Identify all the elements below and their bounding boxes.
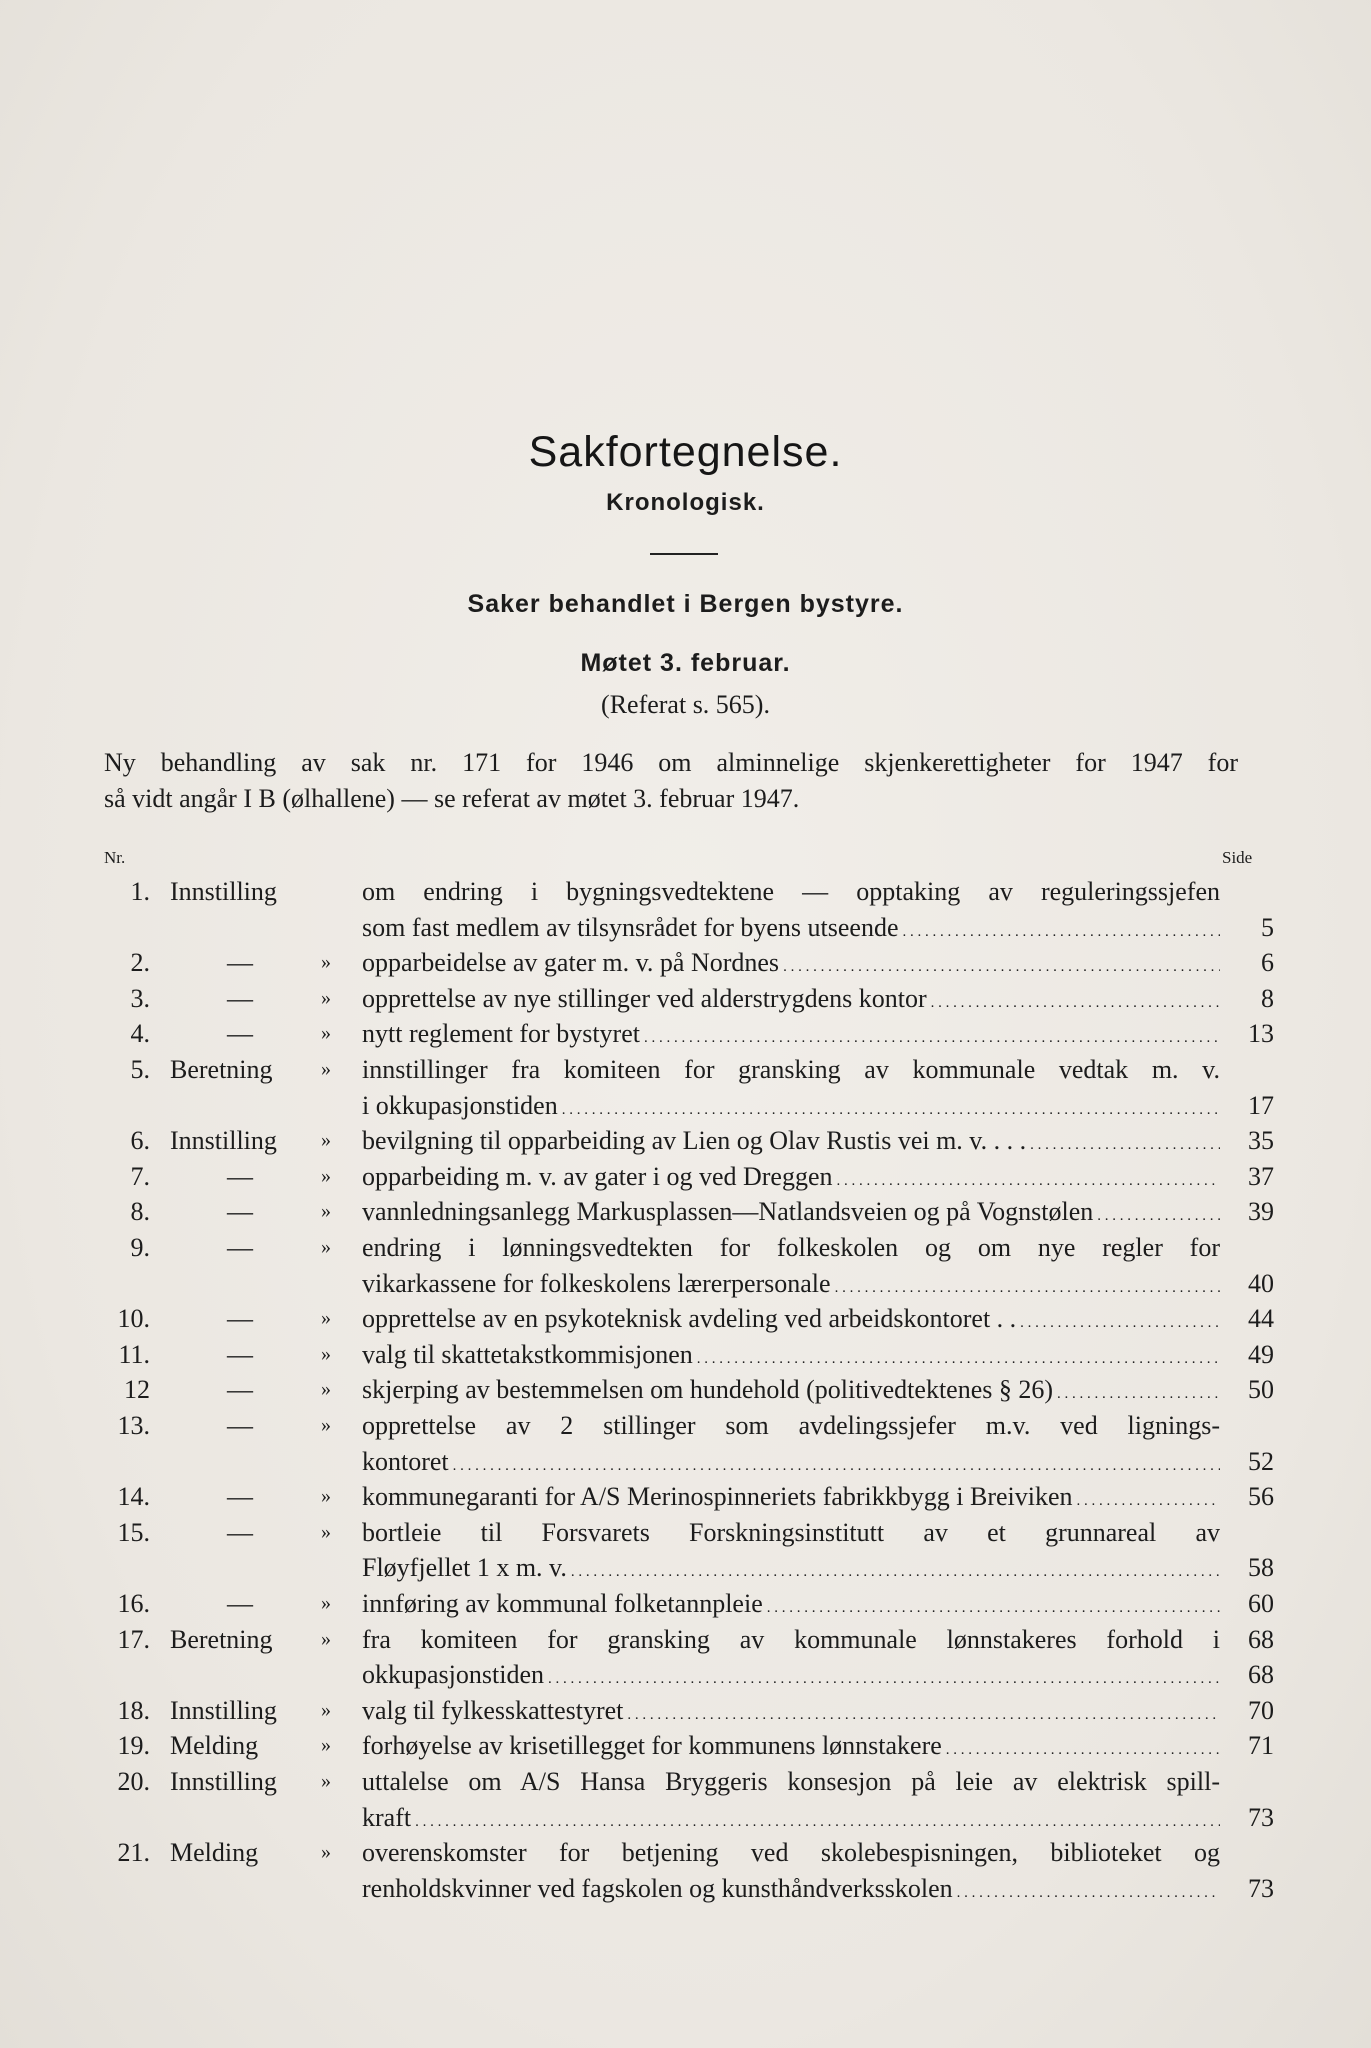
entry-number: 18. — [117, 1695, 150, 1725]
entry-type: Beretning — [170, 1055, 273, 1084]
entry-number: 16. — [117, 1589, 150, 1618]
ditto-mark: » — [321, 1520, 331, 1543]
entry-type-ditto: — — [227, 1375, 253, 1405]
entry-row — [0, 1515, 1371, 1550]
entry-page: 5 — [1261, 912, 1274, 942]
leader-dots — [627, 1693, 1220, 1733]
ditto-mark: » — [321, 1378, 331, 1401]
entry-row-continuation — [0, 1871, 1371, 1906]
entry-text-content: kraft — [362, 1802, 412, 1832]
entry-text-content: nytt reglement for bystyret — [362, 1019, 640, 1049]
entry-text: fra komiteen for gransking av kommunale lønnstakeres forhold i — [362, 1624, 1220, 1654]
entry-row — [0, 1728, 1371, 1763]
entry-number: 14. — [117, 1482, 150, 1512]
leader-dots — [1030, 1123, 1220, 1163]
ditto-mark: » — [321, 1022, 331, 1045]
entry-page: 13 — [1248, 1019, 1274, 1049]
entry-row — [0, 1479, 1371, 1514]
entry-text-content: vikarkassene for folkeskolens lærerpersonale — [362, 1268, 831, 1298]
entry-text: opprettelse av 2 stillinger som avdelingssjefer m.v. ved lignings- — [362, 1411, 1220, 1440]
entry-text — [362, 1088, 1220, 1128]
entry-number: 9. — [130, 1233, 150, 1262]
entry-number: 13. — [117, 1411, 150, 1440]
entry-text — [362, 1301, 1220, 1341]
leader-dots — [1077, 1479, 1220, 1519]
entry-text — [362, 910, 1220, 950]
entry-page: 73 — [1248, 1873, 1274, 1903]
entry-row — [0, 1764, 1371, 1799]
leader-dots — [957, 1871, 1220, 1911]
entry-page: 39 — [1248, 1197, 1274, 1227]
leader-dots — [571, 1550, 1220, 1590]
entry-number: 3. — [130, 983, 150, 1013]
entry-type-ditto: — — [227, 948, 253, 978]
entry-text-content: valg til fylkesskattestyret — [362, 1695, 624, 1725]
entry-number: 11. — [118, 1339, 150, 1369]
leader-dots — [1057, 1372, 1220, 1412]
entry-row — [0, 1408, 1371, 1443]
entry-type: Beretning — [170, 1624, 273, 1654]
entry-type: Innstilling — [170, 1767, 277, 1796]
ditto-mark: » — [321, 986, 331, 1009]
ditto-mark: » — [321, 1129, 331, 1152]
entry-text-content: opprettelse av nye stillinger ved alderstrygdens kontor — [362, 983, 927, 1013]
leader-dots — [415, 1800, 1220, 1840]
entry-type-ditto: — — [227, 1019, 253, 1049]
entry-text-content: kommunegaranti for A/S Merinospinneriets fabrikkbygg i Breiviken — [362, 1482, 1073, 1512]
leader-dots — [902, 910, 1220, 950]
entry-text — [362, 1337, 1220, 1377]
leader-dots — [837, 1159, 1220, 1199]
meeting-heading: Møtet 3. februar. — [580, 649, 791, 677]
entry-row-continuation — [0, 1266, 1371, 1301]
entry-text — [362, 981, 1220, 1021]
entry-type-ditto: — — [227, 1304, 253, 1334]
entry-page: 70 — [1248, 1695, 1274, 1725]
ditto-mark: » — [321, 1058, 331, 1080]
ditto-mark: » — [321, 1627, 331, 1650]
leader-dots — [1097, 1194, 1220, 1234]
entry-page: 68 — [1248, 1624, 1274, 1654]
entry-text — [362, 1693, 1220, 1733]
entry-number: 19. — [117, 1731, 150, 1761]
entry-type: Innstilling — [170, 1695, 277, 1725]
entry-page: 17 — [1248, 1090, 1274, 1120]
ditto-mark: » — [321, 1841, 331, 1864]
ditto-mark: » — [321, 1698, 331, 1721]
entry-row — [0, 1230, 1371, 1265]
ditto-mark: » — [321, 1592, 331, 1614]
entry-number: 4. — [130, 1019, 150, 1049]
leader-dots — [548, 1657, 1220, 1697]
entry-text-content: innføring av kommunal folketannpleie — [362, 1589, 763, 1618]
entry-text — [362, 1372, 1220, 1412]
entry-text — [362, 1871, 1220, 1911]
entry-row-continuation — [0, 1800, 1371, 1835]
entry-number: 12 — [124, 1375, 150, 1405]
leader-dots — [562, 1088, 1220, 1128]
entry-text — [362, 1444, 1220, 1484]
entry-page: 40 — [1248, 1268, 1274, 1298]
entry-row — [0, 1622, 1371, 1657]
entry-page: 6 — [1261, 948, 1274, 978]
entry-row — [0, 1835, 1371, 1870]
entry-number: 1. — [130, 877, 150, 906]
entry-text: endring i lønningsvedtekten for folkeskolen og om nye regler for — [362, 1233, 1220, 1262]
entry-text — [362, 1550, 1220, 1590]
entry-page: 68 — [1248, 1660, 1274, 1690]
entry-number: 2. — [130, 948, 150, 978]
leader-dots — [835, 1266, 1220, 1306]
entry-row-continuation — [0, 1550, 1371, 1585]
entry-number: 8. — [130, 1197, 150, 1227]
entry-row-continuation — [0, 1444, 1371, 1479]
entry-page: 71 — [1248, 1731, 1274, 1761]
entry-text — [362, 1016, 1220, 1056]
entry-number: 20. — [117, 1767, 150, 1796]
entry-page: 73 — [1248, 1802, 1274, 1832]
entry-text — [362, 1657, 1220, 1697]
entry-type: Innstilling — [170, 1126, 277, 1156]
entry-text: uttalelse om A/S Hansa Bryggeris konsesjon på leie av elektrisk spill- — [362, 1767, 1220, 1796]
entry-number: 10. — [117, 1304, 150, 1334]
entry-text: innstillinger fra komiteen for gransking av kommunale vedtak m. v. — [362, 1055, 1220, 1084]
entry-text — [362, 1728, 1220, 1768]
entry-page: 35 — [1248, 1126, 1274, 1156]
note-line-1: Ny behandling av sak nr. 171 for 1946 om alminnelige skjenkerettigheter for 1947 for — [104, 748, 1238, 777]
entry-page: 50 — [1248, 1375, 1274, 1405]
divider — [650, 553, 718, 555]
ditto-mark: » — [321, 1164, 331, 1187]
column-header-nr: Nr. — [104, 848, 126, 867]
entry-number: 6. — [130, 1126, 150, 1156]
entry-row — [0, 945, 1371, 980]
entry-text-content: i okkupasjonstiden — [362, 1090, 558, 1120]
entry-row-continuation — [0, 910, 1371, 945]
entry-row — [0, 1372, 1371, 1407]
entry-text — [362, 1123, 1220, 1163]
entry-type: Innstilling — [170, 877, 277, 906]
entry-page: 60 — [1248, 1589, 1274, 1618]
page-subtitle: Kronologisk. — [606, 489, 765, 516]
leader-dots — [453, 1444, 1220, 1484]
entry-text — [362, 1586, 1220, 1626]
entry-text-content: bevilgning til opparbeiding av Lien og Olav Rustis vei m. v. . . . — [362, 1126, 1027, 1156]
entry-row-continuation — [0, 1088, 1371, 1123]
entry-text-content: Fløyfjellet 1 x m. v. — [362, 1553, 567, 1583]
entry-row — [0, 1337, 1371, 1372]
entry-text: overenskomster for betjening ved skolebespisningen, biblioteket og — [362, 1838, 1220, 1868]
entry-type-ditto: — — [227, 1517, 253, 1547]
section-heading: Saker behandlet i Bergen bystyre. — [467, 590, 904, 618]
leader-dots — [783, 945, 1220, 985]
entry-text — [362, 945, 1220, 985]
entry-row — [0, 981, 1371, 1016]
entry-text — [362, 1800, 1220, 1840]
ditto-mark: » — [321, 1414, 331, 1436]
page-title: Sakfortegnelse. — [528, 428, 843, 476]
entry-text: bortleie til Forsvarets Forskningsinstitutt av et grunnareal av — [362, 1517, 1220, 1547]
entry-page: 56 — [1248, 1482, 1274, 1512]
leader-dots — [1020, 1301, 1220, 1341]
entry-text: om endring i bygningsvedtektene — opptaking av reguleringssjefen — [362, 877, 1220, 906]
entry-text — [362, 1266, 1220, 1306]
entry-row — [0, 1693, 1371, 1728]
entry-row — [0, 1159, 1371, 1194]
ditto-mark: » — [321, 1734, 331, 1757]
entry-text-content: vannledningsanlegg Markusplassen—Natlandsveien og på Vognstølen — [362, 1197, 1094, 1227]
entry-type-ditto: — — [227, 1411, 253, 1440]
leader-dots — [644, 1016, 1220, 1056]
entry-number: 5. — [130, 1055, 150, 1084]
entry-row — [0, 1123, 1371, 1158]
entry-text-content: renholdskvinner ved fagskolen og kunsthåndverksskolen — [362, 1873, 953, 1903]
entry-page: 49 — [1248, 1339, 1274, 1369]
entry-page: 37 — [1248, 1161, 1274, 1191]
leader-dots — [767, 1586, 1220, 1626]
entry-type: Melding — [170, 1838, 259, 1868]
note-line-2: så vidt angår I B (ølhallene) — se referat av møtet 3. februar 1947. — [104, 784, 800, 813]
entry-type-ditto: — — [227, 983, 253, 1013]
entry-text-content: opprettelse av en psykoteknisk avdeling ved arbeidskontoret . . — [362, 1304, 1017, 1334]
entry-text-content: som fast medlem av tilsynsrådet for byens utseende — [362, 912, 899, 942]
entry-type: Melding — [170, 1731, 259, 1761]
entry-text-content: skjerping av bestemmelsen om hundehold (politivedtektenes § 26) — [362, 1375, 1054, 1405]
leader-dots — [931, 981, 1220, 1021]
entry-row — [0, 1016, 1371, 1051]
entry-type-ditto: — — [227, 1339, 253, 1369]
reference-note: (Referat s. 565). — [601, 690, 770, 719]
entry-type-ditto: — — [227, 1233, 253, 1262]
entry-text-content: opparbeiding m. v. av gater i og ved Dreggen — [362, 1161, 833, 1191]
ditto-mark: » — [321, 1342, 331, 1365]
entry-text-content: okkupasjonstiden — [362, 1660, 544, 1690]
entry-number: 21. — [117, 1838, 150, 1868]
ditto-mark: » — [321, 1236, 331, 1258]
entry-page: 58 — [1248, 1553, 1274, 1583]
entry-text — [362, 1194, 1220, 1234]
entry-page: 52 — [1248, 1446, 1274, 1476]
entry-row-continuation — [0, 1657, 1371, 1692]
entry-row — [0, 874, 1371, 909]
entry-type-ditto: — — [227, 1161, 253, 1191]
entry-page: 8 — [1261, 983, 1274, 1013]
column-header-side: Side — [1222, 848, 1253, 867]
entry-number: 15. — [117, 1517, 150, 1547]
entry-row — [0, 1194, 1371, 1229]
leader-dots — [697, 1337, 1220, 1377]
entry-text-content: forhøyelse av krisetillegget for kommunens lønnstakere — [362, 1731, 942, 1761]
entry-text-content: kontoret — [362, 1446, 449, 1476]
ditto-mark: » — [321, 951, 331, 974]
entry-text — [362, 1479, 1220, 1519]
entry-text-content: opparbeidelse av gater m. v. på Nordnes — [362, 948, 780, 978]
entry-text — [362, 1159, 1220, 1199]
entry-row — [0, 1052, 1371, 1087]
entry-row — [0, 1586, 1371, 1621]
entry-number: 7. — [130, 1161, 150, 1191]
ditto-mark: » — [321, 1770, 331, 1792]
leader-dots — [946, 1728, 1220, 1768]
entry-number: 17. — [117, 1624, 150, 1654]
ditto-mark: » — [321, 1200, 331, 1223]
entry-text-content: valg til skattetakstkommisjonen — [362, 1339, 693, 1369]
ditto-mark: » — [321, 1307, 331, 1330]
entry-type-ditto: — — [227, 1589, 253, 1618]
entry-page: 44 — [1248, 1304, 1274, 1334]
ditto-mark: » — [321, 1485, 331, 1508]
entry-type-ditto: — — [227, 1197, 253, 1227]
entry-row — [0, 1301, 1371, 1336]
entry-type-ditto: — — [227, 1482, 253, 1512]
